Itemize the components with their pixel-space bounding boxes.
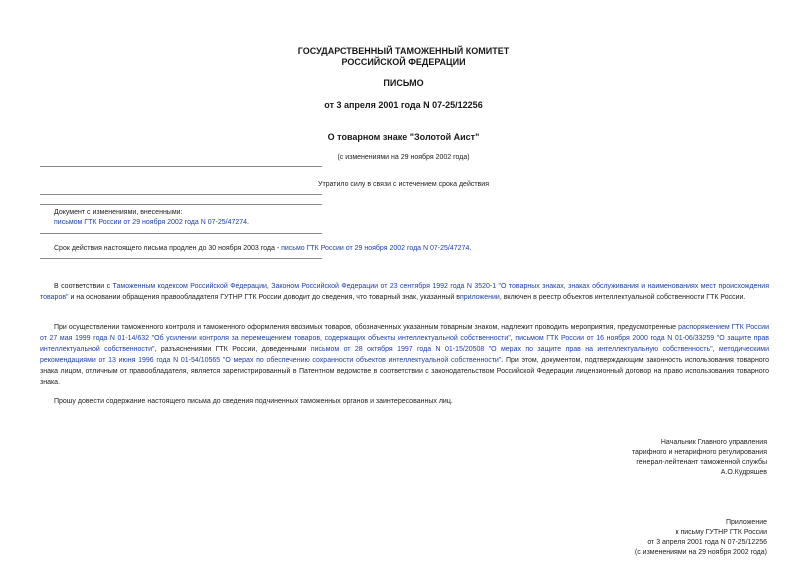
signature-block [507, 438, 767, 478]
validity-text: Срок действия настоящего письма продлен до 30 ноября 2003 года - [54, 245, 282, 252]
link-trademark-law[interactable]: Законом Российской Федерации от 23 сентября 1992 года N 3520-1 "О товарных знаках, знаках обслуживания и наименованиях мест происхождения товаров" [40, 283, 770, 301]
appendix-title: Приложение [725, 519, 767, 526]
divider [40, 233, 322, 234]
link-order-1999[interactable]: распоряжением ГТК России от 27 мая 1999 года N 01-14/632 "Об усилении контроля за перемещением товаров, содержащих объекты интеллектуальной собственности" [40, 324, 769, 342]
appendix-line: к письму ГУТНР ГТК России [675, 529, 767, 536]
divider [40, 258, 322, 259]
org-title-line2: РОССИЙСКОЙ ФЕДЕРАЦИИ [341, 57, 466, 67]
appendix-block [507, 518, 767, 558]
signature-line: тарифного и нетарифного регулирования [631, 449, 767, 456]
validity-suffix: . [469, 245, 472, 252]
divider [40, 204, 322, 205]
body-paragraph-3: Прошу довести содержание настоящего письма до сведения подчиненных таможенных органов и заинтересованных лиц. [54, 398, 453, 405]
validity-note [54, 244, 471, 253]
signature-line: генерал-лейтенант таможенной службы [636, 459, 767, 466]
changes-doc-label: Документ с изменениями, внесенными: [54, 209, 183, 216]
validity-link[interactable]: письмо ГТК России от 29 ноября 2002 года N 07-25/47274 [281, 245, 470, 252]
org-title-line1: ГОСУДАРСТВЕННЫЙ ТАМОЖЕННЫЙ КОМИТЕТ [297, 46, 510, 56]
signature-line: Начальник Главного управления [660, 439, 767, 446]
doc-date-number: от 3 апреля 2001 года N 07-25/12256 [324, 100, 483, 110]
changes-doc-line [54, 218, 249, 227]
doc-subject: О товарном знаке "Золотой Аист" [327, 132, 480, 142]
divider [40, 194, 322, 195]
changes-doc-suffix: . [247, 219, 249, 226]
link-customs-code[interactable]: Таможенным кодексом Российской Федерации [112, 283, 267, 290]
divider [40, 166, 322, 167]
link-letter-2000[interactable]: письмом ГТК России от 16 ноября 2000 года N 01-06/33259 "О защите прав интеллектуальной собственности" [40, 335, 769, 353]
appendix-line: от 3 апреля 2001 года N 07-25/12256 [647, 539, 767, 546]
link-appendix[interactable]: приложении [459, 294, 500, 301]
body-paragraph-2: При осуществлении таможенного контроля и таможенного оформления ввозимых товаров, обозначенных указанным товарным знаком, надлежит проводить мероприятия, предусмотренные распоряжением ГТК России от 27 мая 1999 года N 01-14/632 "Об усилении контроля за перемещением товаров, содержащих объекты интеллектуальной собственности", письмом ГТК России от 16 ноября 2000 года N 01-06/33259 "О защите прав интеллектуальной собственности", разъяснениями ГТК России, доведенными письмом от 28 октября 1997 года N 01-15/20508 "О мерах по защите прав на интеллектуальную собственность", методическими рекомендациями от 13 июня 1996 года N 01-54/10565 "О мерах по обеспечению сохранности объектов интеллектуальной собственности". При этом, документом, подтверждающим законность использования товарного знака лицом, отличным от правообладателя, является зарегистрированный в Патентном ведомстве в соответствии с законодательством Российской Федерации лицензионный договор на право использования товарного знака. [40, 324, 769, 386]
link-guidelines-1996[interactable]: методическими рекомендациями от 13 июня 1996 года N 01-54/10565 "О мерах по обеспечению сохранности объектов интеллектуальной собственности" [40, 346, 769, 364]
body-paragraph-1: В соответствии с Таможенным кодексом Российской Федерации, Законом Российской Федерации от 23 сентября 1992 года N 3520-1 "О товарных знаках, знаках обслуживания и наименованиях мест происхождения товаров" и на основании обращения правообладателя ГУТНР ГТК России доводит до сведения, что товарный знак, указанный вприложении, включен в реестр объектов интеллектуальной собственности ГТК России. [40, 283, 770, 301]
signature-name: А.О.Кудряшев [720, 469, 767, 476]
doc-type: ПИСЬМО [383, 78, 424, 88]
link-letter-1997[interactable]: письмом от 28 октября 1997 года N 01-15/20508 "О мерах по защите прав на интеллектуальную собственность" [310, 346, 713, 353]
changes-doc-link[interactable]: письмом ГТК России от 29 ноября 2002 года N 07-25/47274 [54, 219, 248, 226]
amendments-note: (с изменениями на 29 ноября 2002 года) [337, 154, 470, 161]
appendix-line: (с изменениями на 29 ноября 2002 года) [634, 549, 767, 556]
expired-status: Утратило силу в связи с истечением срока действия [318, 181, 489, 188]
